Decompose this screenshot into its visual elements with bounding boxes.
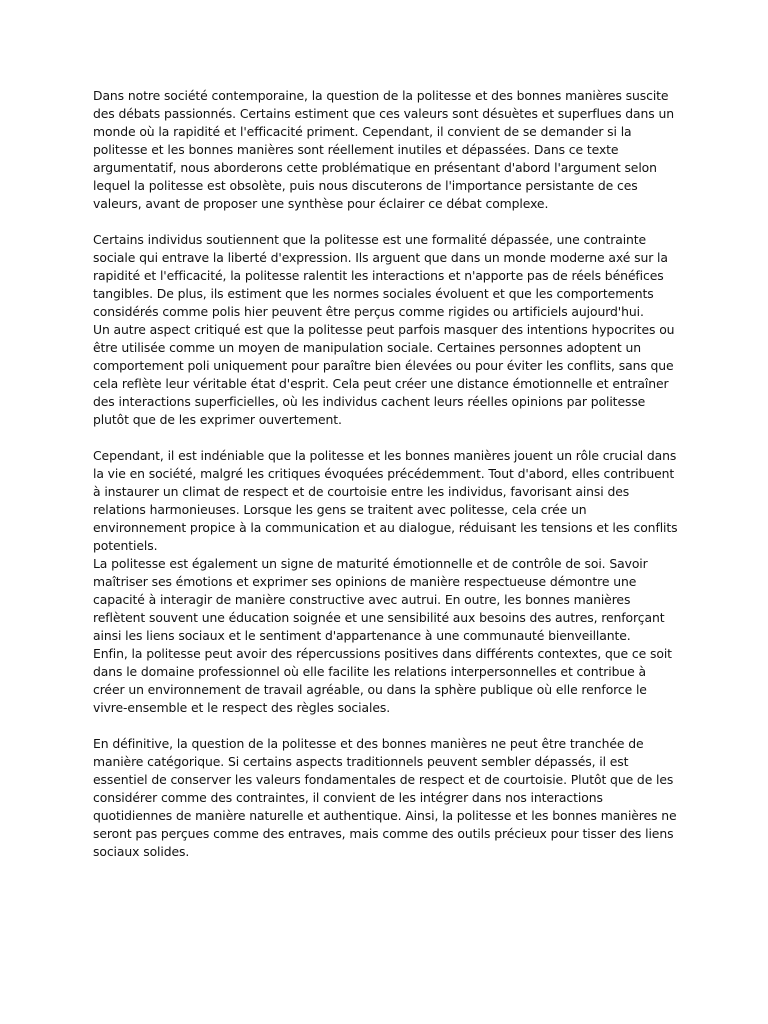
paragraph-counter-respect: Cependant, il est indéniable que la politesse et les bonnes manières jouent un rôle crucial dans la vie en société, malgré les critiques évoquées précédemment. Tout d'abord, elles contribuent à instaurer un climat de respect et de courtoisie entre les individus, favorisant ainsi des relations harmonieuses. Lorsque les gens se traitent avec politesse, cela crée un environnement propice à la communication et au dialogue, réduisant les tensions et les conflits potentiels. — [93, 448, 678, 553]
paragraph-introduction: Dans notre société contemporaine, la question de la politesse et des bonnes manières suscite des débats passionnés. Certains estiment que ces valeurs sont désuètes et superflues dans un monde où la rapidité et l'efficacité priment. Cependant, il convient de se demander si la politesse et les bonnes manières sont réellement inutiles et dépassées. Dans ce texte argumentatif, nous aborderons cette problématique en présentant d'abord l'argument selon lequel la politesse est obsolète, puis nous discuterons de l'importance persistante de ces valeurs, avant de proposer une synthèse pour éclairer ce débat complexe. — [93, 88, 674, 211]
paragraph-argument-obsolete: Certains individus soutiennent que la politesse est une formalité dépassée, une contrainte sociale qui entrave la liberté d'expression. Ils arguent que dans un monde moderne axé sur la rapidité et l'efficacité, la politesse ralentit les interactions et n'apporte pas de réels bénéfices tangibles. De plus, ils estiment que les normes sociales évoluent et que les comportements considérés comme polis hier peuvent être perçus comme rigides ou artificiels aujourd'hui. — [93, 232, 668, 319]
paragraph-spacer — [93, 213, 679, 231]
paragraph-counter-contexts: Enfin, la politesse peut avoir des répercussions positives dans différents contextes, que ce soit dans le domaine professionnel où elle facilite les relations interpersonnelles et contribue à créer un environnement de travail agréable, ou dans la sphère publique où elle renforce le vivre-ensemble et le respect des règles sociales. — [93, 646, 672, 715]
paragraph-spacer — [93, 717, 679, 735]
document-body — [93, 87, 679, 861]
paragraph-counter-maturity: La politesse est également un signe de maturité émotionnelle et de contrôle de soi. Savoir maîtriser ses émotions et exprimer ses opinions de manière respectueuse démontre une capacité à interagir de manière constructive avec autrui. En outre, les bonnes manières reflètent souvent une éducation soignée et une sensibilité aux besoins des autres, renforçant ainsi les liens sociaux et le sentiment d'appartenance à une communauté bienveillante. — [93, 556, 665, 643]
paragraph-argument-hypocrisy: Un autre aspect critiqué est que la politesse peut parfois masquer des intentions hypocrites ou être utilisée comme un moyen de manipulation sociale. Certaines personnes adoptent un comportement poli uniquement pour paraître bien élevées ou pour éviter les conflits, sans que cela reflète leur véritable état d'esprit. Cela peut créer une distance émotionnelle et entraîner des interactions superficielles, où les individus cachent leurs réelles opinions par politesse plutôt que de les exprimer ouvertement. — [93, 322, 675, 427]
paragraph-spacer — [93, 429, 679, 447]
paragraph-conclusion: En définitive, la question de la politesse et des bonnes manières ne peut être tranchée de manière catégorique. Si certains aspects traditionnels peuvent sembler dépassés, il est essentiel de conserver les valeurs fondamentales de respect et de courtoisie. Plutôt que de les considérer comme des contraintes, il convient de les intégrer dans nos interactions quotidiennes de manière naturelle et authentique. Ainsi, la politesse et les bonnes manières ne seront pas perçues comme des entraves, mais comme des outils précieux pour tisser des liens sociaux solides. — [93, 736, 677, 859]
